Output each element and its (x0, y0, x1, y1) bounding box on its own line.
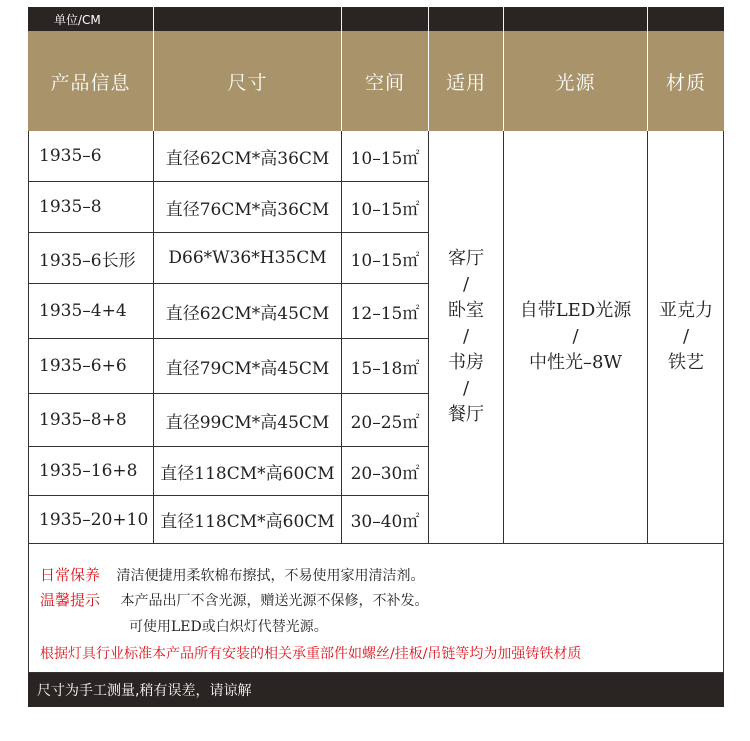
header-light-source: 光源 (555, 71, 596, 94)
header-size: 尺寸 (227, 71, 268, 94)
light-source-line: 中性光–8W (529, 352, 622, 373)
table-row-size: 直径118CM*高60CM (160, 463, 335, 484)
unit-label: 单位/CM (54, 13, 101, 27)
table-row-model: 1935–8+8 (39, 410, 127, 430)
applicable-line: / (462, 378, 470, 399)
table-row-size: 直径79CM*高45CM (165, 358, 330, 379)
notes-section (28, 543, 724, 673)
table-row-space: 10–15㎡ (350, 148, 420, 169)
applicable-line: 客厅 (448, 248, 484, 269)
table-row-size: 直径118CM*高60CM (160, 512, 335, 532)
table-row-size: D66*W36*H35CM (168, 248, 327, 268)
standard-note: 根据灯具行业标准本产品所有安装的相关承重部件如螺丝/挂板/吊链等均为加强铸铁材质 (40, 646, 582, 662)
light-source-info (504, 131, 647, 543)
applicable-line: 卧室 (448, 300, 484, 321)
tip-label: 温馨提示 (40, 591, 101, 609)
table-row-space: 10–15㎡ (350, 199, 420, 220)
header-material: 材质 (665, 71, 706, 94)
table-row-model: 1935–6 (39, 146, 102, 166)
table-header (28, 31, 724, 131)
applicable-line: 书房 (448, 352, 484, 373)
applicable-line: / (462, 326, 470, 347)
care-text: 清洁便捷用柔软棉布擦拭，不易使用家用清洁剂。 (116, 568, 425, 584)
material-line: 亚克力 (659, 300, 713, 321)
table-row-model: 1935–6长形 (39, 250, 136, 271)
table-row-space: 20–25㎡ (350, 412, 420, 433)
care-note (40, 564, 424, 585)
care-label: 日常保养 (40, 566, 101, 584)
table-row-space: 20–30㎡ (350, 463, 420, 484)
tip-text-2: 可使用LED或白炽灯代替光源。 (129, 619, 328, 635)
table-body (28, 131, 724, 543)
table-row-model: 1935–4+4 (39, 301, 127, 321)
light-source-line: / (572, 326, 579, 347)
table-row-space: 12–15㎡ (350, 303, 420, 324)
applicable-line: / (462, 274, 470, 295)
header-product-info: 产品信息 (50, 71, 131, 94)
tip-text-1: 本产品出厂不含光源，赠送光源不保修，不补发。 (120, 593, 429, 609)
table-row-space: 15–18㎡ (350, 358, 420, 379)
tip-note (40, 589, 428, 610)
table-row-size: 直径62CM*高45CM (165, 303, 330, 324)
light-source-line: 自带LED光源 (519, 300, 632, 321)
table-row-size: 直径76CM*高36CM (165, 199, 330, 220)
material-line: 铁艺 (668, 352, 704, 373)
unit-strip (28, 7, 724, 31)
table-row-size: 直径62CM*高36CM (165, 148, 330, 169)
header-applicable: 适用 (445, 71, 486, 94)
material-line: / (682, 326, 690, 347)
applicable-rooms (429, 131, 503, 543)
table-row-model: 1935–20+10 (39, 509, 149, 530)
header-space: 空间 (364, 71, 405, 94)
table-row-model: 1935–6+6 (39, 356, 127, 376)
table-row-size: 直径99CM*高45CM (165, 412, 330, 433)
table-row-model: 1935–16+8 (39, 461, 138, 481)
table-row-model: 1935–8 (39, 197, 102, 217)
applicable-line: 餐厅 (448, 404, 484, 425)
footer-disclaimer: 尺寸为手工测量,稍有误差，请谅解 (28, 673, 724, 707)
material-info (648, 131, 724, 543)
table-row-space: 10–15㎡ (350, 250, 420, 271)
table-row-space: 30–40㎡ (350, 512, 420, 532)
